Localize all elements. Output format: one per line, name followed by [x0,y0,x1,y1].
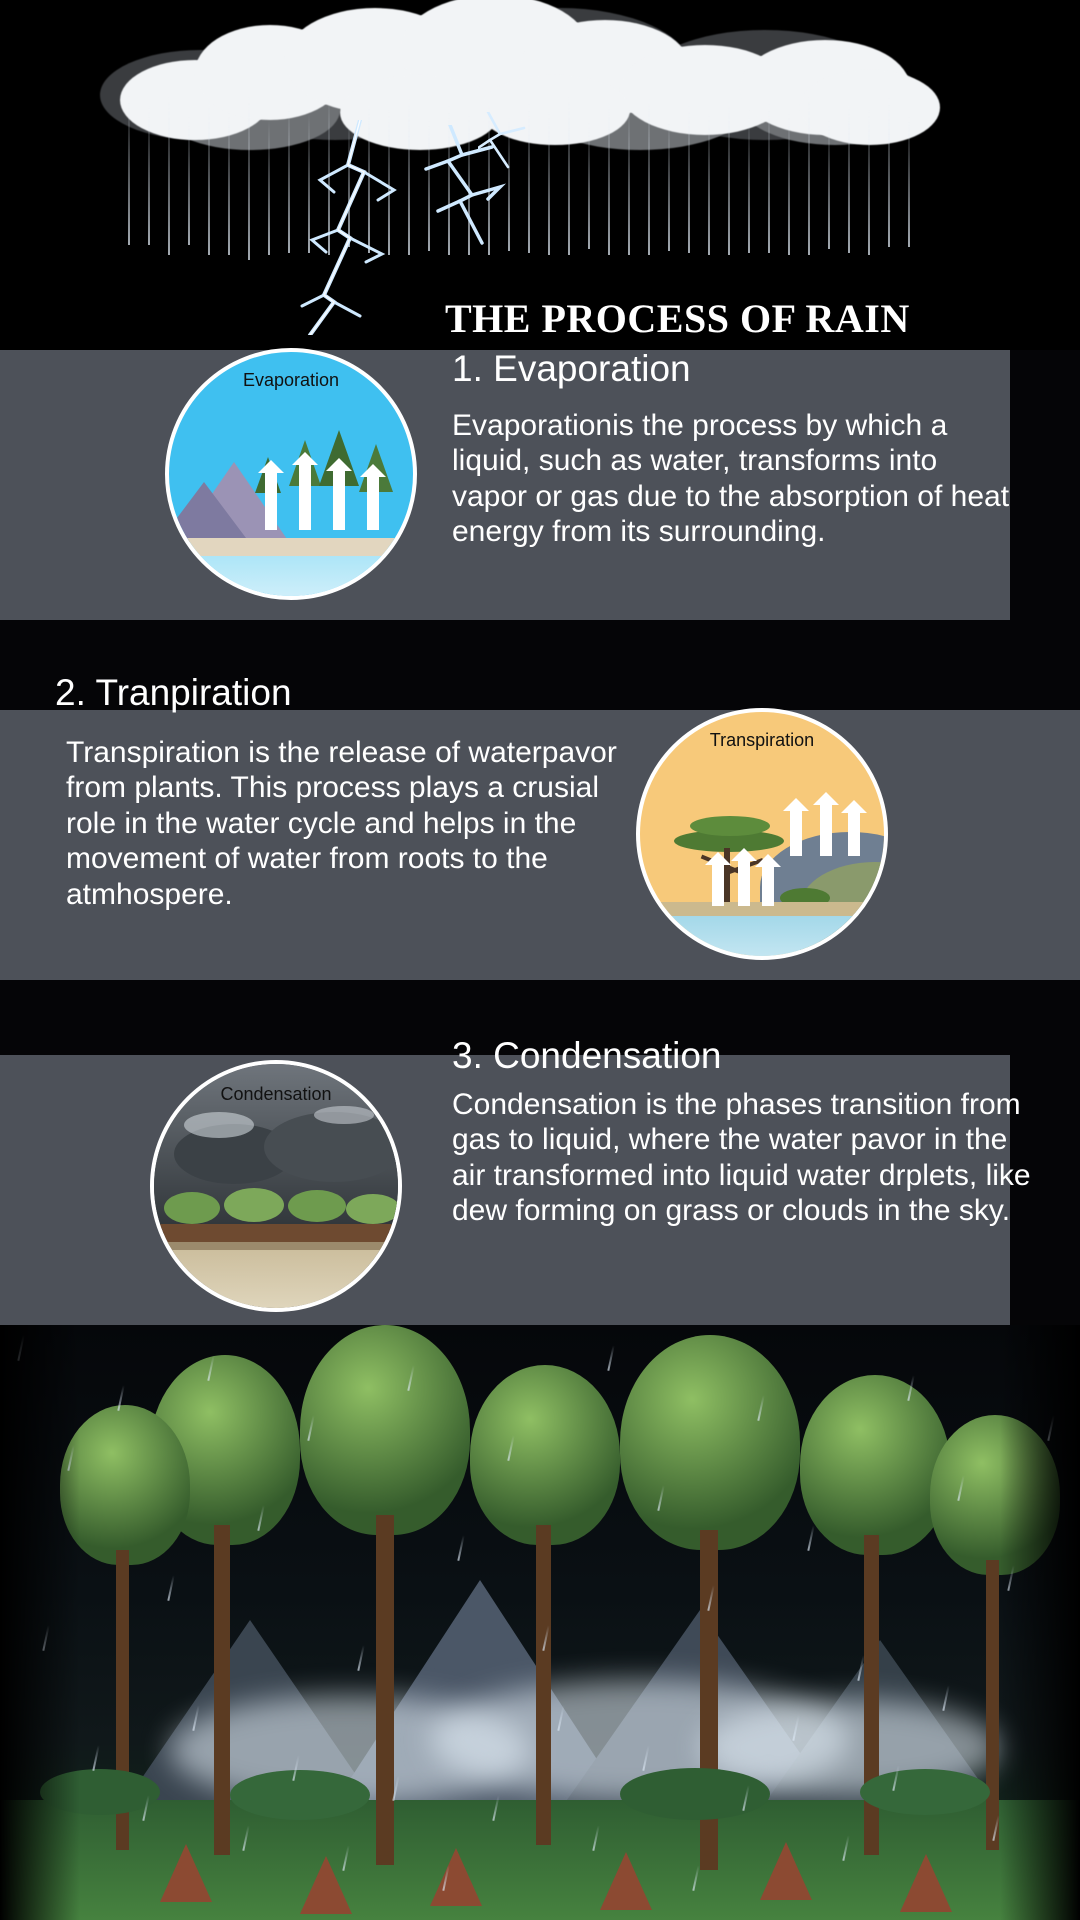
condensation-illustration-label: Condensation [220,1084,332,1104]
condensation-illustration [150,1060,402,1312]
left-vignette [0,1325,80,1920]
transpiration-illustration-label: Transpiration [709,730,815,750]
transpiration-illustration [636,708,888,960]
right-vignette [1000,1325,1080,1920]
evaporation-illustration-label: Evaporation [242,370,340,390]
page-title: THE PROCESS OF RAIN [445,296,910,341]
step-2-heading: 2. Tranpiration [55,672,292,713]
step-1-heading: 1. Evaporation [452,348,691,389]
step-3-heading: 3. Condensation [452,1035,722,1076]
step-1-body: Evaporationis the process by which a liquid, such as water, transforms into vapor or gas due to the absorption of heat energy from its surrounding. [452,409,1010,549]
evaporation-illustration [165,348,417,600]
lightning-bolt-icon [290,120,420,335]
lightning-bolt-icon [478,112,548,182]
rainy-forest-scene [0,1325,1080,1920]
step-3-body: Condensation is the phases transition from gas to liquid, where the water pavor in the air transformed into liquid water drplets, like dew forming on grass or clouds in the sky. [452,1088,1031,1228]
step-2-body: Transpiration is the release of waterpavor from plants. This process plays a crusial role in the water cycle and helps in the movement of water from roots to the atmhospere. [66,736,617,911]
